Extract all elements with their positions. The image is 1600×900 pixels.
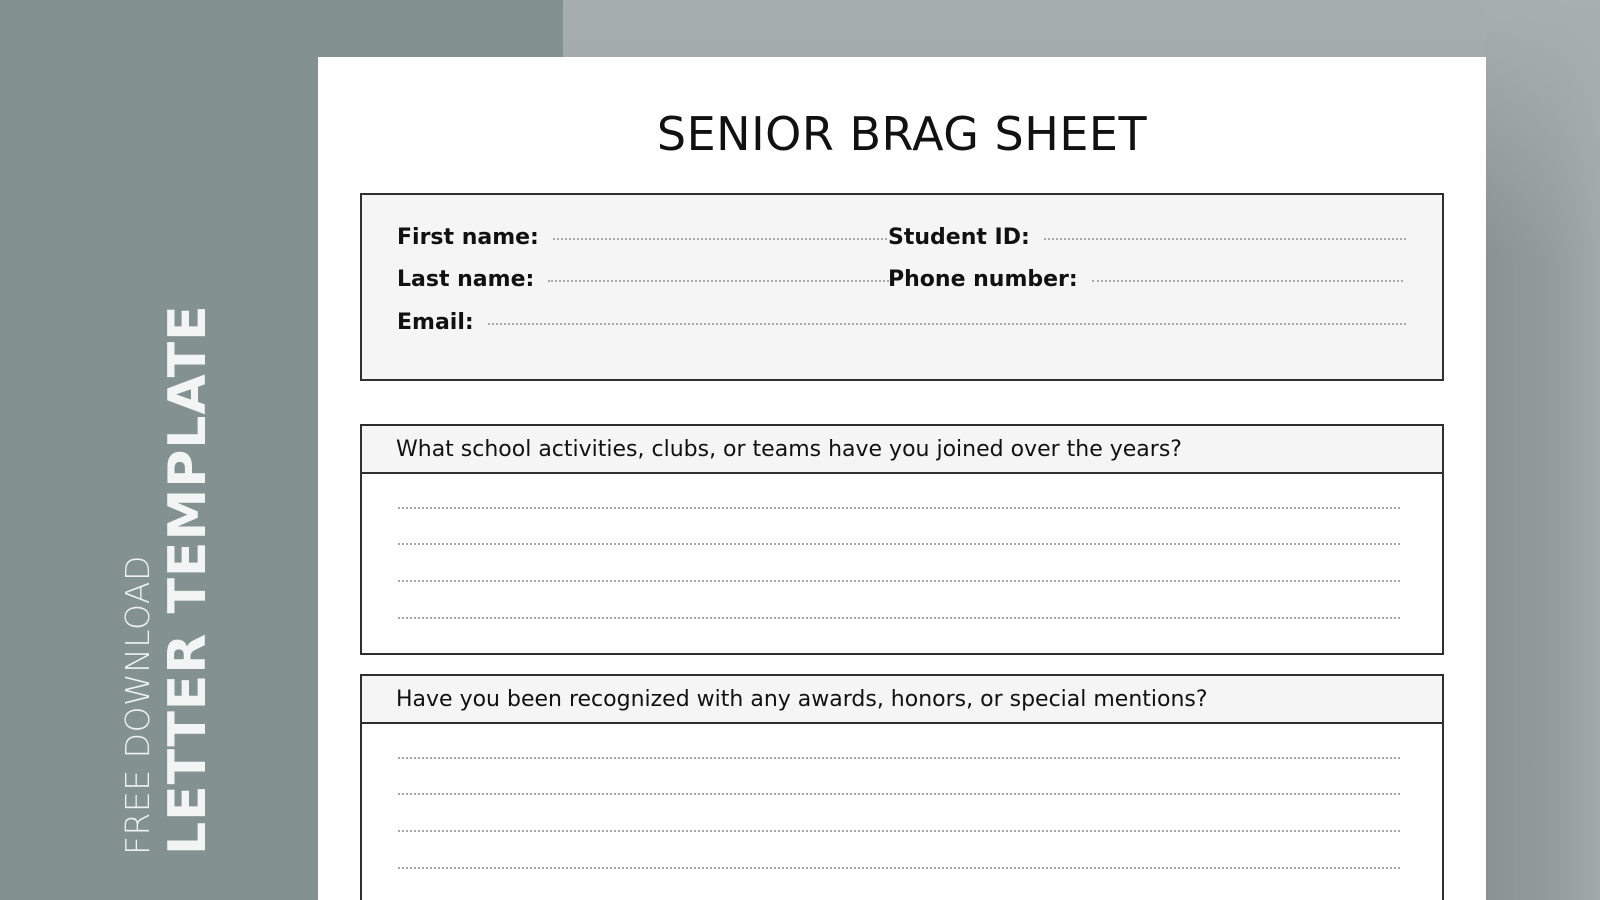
email-field[interactable] [397, 310, 1406, 335]
answer-line[interactable] [398, 793, 1400, 795]
phone-number-input-line[interactable] [1092, 280, 1403, 282]
answer-line[interactable] [398, 543, 1400, 545]
answer-line[interactable] [398, 507, 1400, 509]
answer-line[interactable] [398, 757, 1400, 759]
question-awards-prompt: Have you been recognized with any awards, honors, or special mentions? [362, 676, 1442, 724]
question-awards [360, 674, 1444, 900]
student-info-box [360, 193, 1444, 381]
banner-text [120, 304, 216, 855]
first-name-input-line[interactable] [553, 238, 887, 240]
last-name-field[interactable] [397, 267, 889, 292]
last-name-label: Last name: [397, 267, 535, 292]
phone-number-label: Phone number: [888, 267, 1078, 292]
answer-line[interactable] [398, 580, 1400, 582]
student-id-input-line[interactable] [1044, 238, 1406, 240]
answer-line[interactable] [398, 867, 1400, 869]
question-activities-prompt: What school activities, clubs, or teams have you joined over the years? [362, 426, 1442, 474]
first-name-label: First name: [397, 225, 539, 250]
banner-title: LETTER TEMPLATE [158, 304, 218, 855]
phone-number-field[interactable] [888, 267, 1403, 292]
student-id-label: Student ID: [888, 225, 1030, 250]
last-name-input-line[interactable] [548, 280, 889, 282]
answer-line[interactable] [398, 617, 1400, 619]
first-name-field[interactable] [397, 225, 887, 250]
banner-subtitle: FREE DOWNLOAD [118, 555, 157, 855]
student-id-field[interactable] [888, 225, 1406, 250]
document-page [318, 57, 1486, 900]
email-input-line[interactable] [488, 323, 1406, 325]
background-right-highlight [1486, 0, 1600, 260]
answer-line[interactable] [398, 830, 1400, 832]
email-label: Email: [397, 310, 474, 335]
document-title: SENIOR BRAG SHEET [656, 107, 1148, 161]
question-activities [360, 424, 1444, 655]
